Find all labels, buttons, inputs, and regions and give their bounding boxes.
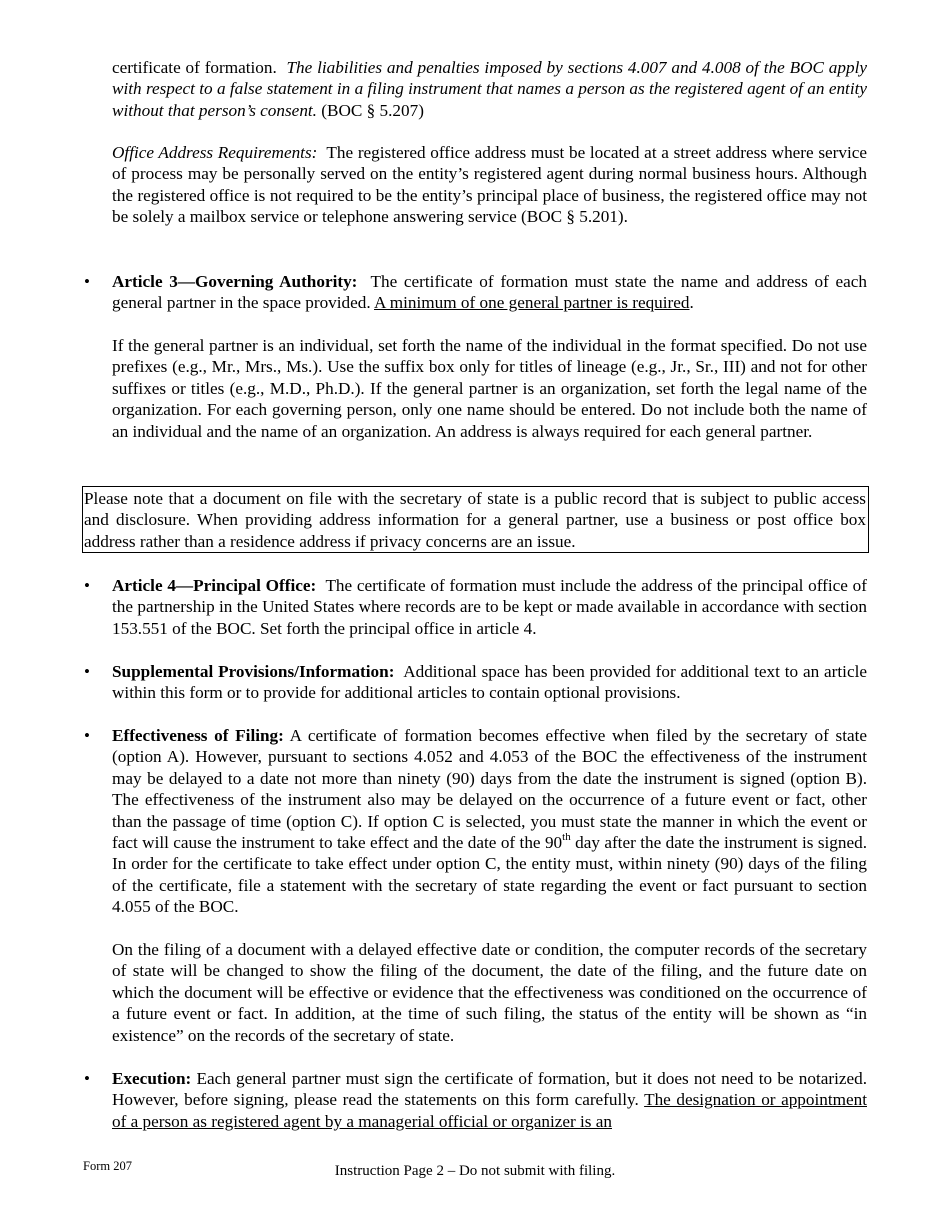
supplemental-title: Supplemental Provisions/Information: [112, 662, 395, 681]
form-number: Form 207 [83, 1159, 132, 1173]
article-4-text: The certificate of formation must include the address of the principal office of the partnership in the United States where records are to be kept or made available in accordance with section 153.551 of the BOC. Set forth the principal office in article 4. [112, 576, 867, 638]
execution-paragraph [112, 1068, 867, 1132]
continuation-paragraph [112, 57, 867, 121]
office-address-paragraph [112, 142, 867, 228]
article-4-paragraph [112, 575, 867, 639]
article-3-paragraph-2: If the general partner is an individual, set forth the name of the individual in the format specified. Do not use prefixes (e.g., Mr., Mrs., Ms.). Use the suffix box only for titles of lineage (e.g., Jr., Sr., III) and not for other suffixes or titles (e.g., M.D., Ph.D.). If the general partner is an organization, set forth the legal name of the organization. For each governing person, only one name should be entered. Do not include both the name of an individual and the name of an organization. An address is always required for each general partner. [112, 336, 867, 441]
execution-underlined: The designation or appointment of a person as registered agent by a managerial official or organizer is an [112, 1090, 867, 1131]
article-3-paragraph [112, 271, 867, 314]
execution-text: Each general partner must sign the certificate of formation, but it does not need to be notarized. However, before signing, please read the statements on this form carefully. [112, 1069, 868, 1110]
page-footer: Instruction Page 2 – Do not submit with filing. [334, 1163, 616, 1179]
execution-title: Execution: [112, 1069, 192, 1088]
continuation-citation: (BOC § 5.207) [321, 100, 424, 120]
article-3-underlined: A minimum of one general partner is required [374, 293, 690, 313]
effectiveness-text-a: A certificate of formation becomes effective when filed by the secretary of state (option A). However, pursuant to sections 4.052 and 4.053 of the BOC the effectiveness of the instrument may be delayed to a date not more than ninety (90) days from the date the instrument is signed (option B). The effectiveness of the instrument also may be delayed on the occurrence of a future event or fact, other than the passage of time (option C). If option C is selected, you must state the manner in which the event or fact will cause the instrument to take effect and the date of the 90 [112, 726, 867, 853]
bullet-effectiveness: • [84, 726, 90, 745]
effectiveness-superscript: th [562, 831, 571, 844]
office-address-text: The registered office address must be located at a street address where service of process may be personally served on the entity’s registered agent during normal business hours. Although the registered office is not required to be the entity’s principal place of business, the registered office may not be solely a mailbox service or telephone answering service (BOC § 5.201). [112, 143, 867, 227]
article-3-end: . [689, 293, 694, 313]
bullet-supplemental: • [84, 662, 90, 681]
article-3-title: Article 3—Governing Authority: [112, 272, 358, 291]
privacy-notice-box: Please note that a document on file with the secretary of state is a public record that is subject to public access and disclosure. When providing address information for a general partner, use a business or post office box address rather than a residence address if privacy concerns are an issue. [82, 486, 869, 553]
bullet-article-3: • [84, 272, 90, 291]
supplemental-text: Additional space has been provided for additional text to an article within this form or to provide for additional articles to contain optional provisions. [112, 662, 867, 703]
effectiveness-paragraph [112, 725, 867, 918]
effectiveness-title: Effectiveness of Filing: [112, 726, 284, 745]
article-3-text: The certificate of formation must state the name and address of each general partner in the space provided. [112, 272, 867, 313]
office-address-heading: Office Address Requirements: [112, 143, 318, 162]
continuation-italic: The liabilities and penalties imposed by sections 4.007 and 4.008 of the BOC apply with respect to a false statement in a filing instrument that names a person as the registered agent of an entity without that person’s consent. [112, 58, 867, 120]
effectiveness-text-b: day after the date the instrument is signed. In order for the certificate to take effect under option C, the entity must, within ninety (90) days of the filing of the certificate, file a statement with the secretary of state regarding the event or fact pursuant to section 4.055 of the BOC. [112, 833, 867, 917]
article-4-title: Article 4—Principal Office: [112, 576, 317, 595]
effectiveness-paragraph-2: On the filing of a document with a delayed effective date or condition, the computer records of the secretary of state will be changed to show the filing of the document, the date of the filing, and the future date on which the document will be effective or evidence that the effectiveness was conditioned on the occurrence of a future event or fact. In addition, at the time of such filing, the status of the entity will be shown as “in existence” on the records of the secretary of state. [112, 940, 867, 1045]
continuation-lead: certificate of formation. [112, 58, 277, 77]
bullet-execution: • [84, 1069, 90, 1088]
bullet-article-4: • [84, 576, 90, 595]
supplemental-paragraph [112, 661, 867, 704]
